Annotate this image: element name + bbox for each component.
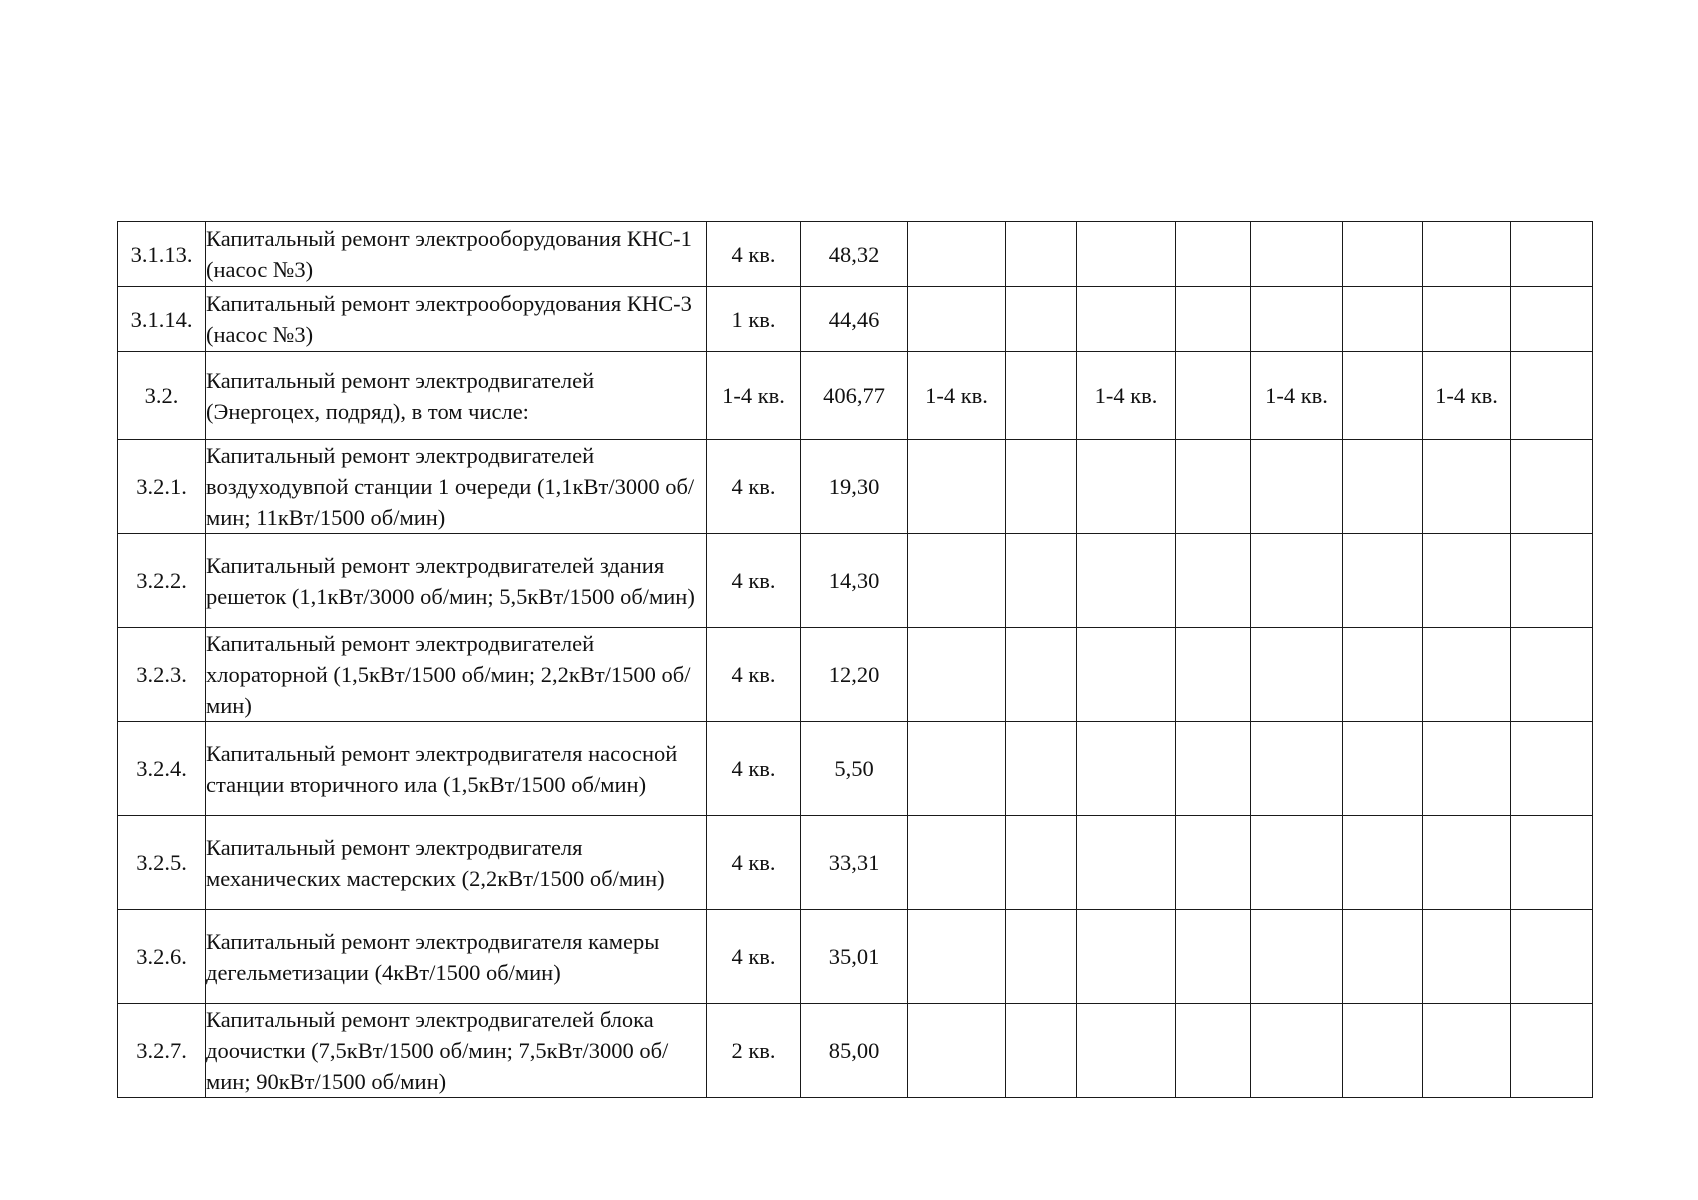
empty-cell [1511, 440, 1593, 534]
work-description: Капитальный ремонт электродвигателей здания решеток (1,1кВт/3000 об/мин; 5,5кВт/1500 об/мин) [206, 534, 707, 628]
quarter-4-cell [1423, 816, 1511, 910]
row-number: 3.2.1. [118, 440, 206, 534]
work-amount: 35,01 [801, 910, 908, 1004]
work-amount: 406,77 [801, 352, 908, 440]
empty-cell [1176, 628, 1251, 722]
quarter-3-cell [1251, 816, 1343, 910]
quarter-3-cell [1251, 722, 1343, 816]
work-description: Капитальный ремонт электрооборудования КНС-1 (насос №3) [206, 222, 707, 287]
quarter-1-cell [908, 222, 1006, 287]
quarter-4-cell [1423, 287, 1511, 352]
work-amount: 14,30 [801, 534, 908, 628]
quarter-3-cell [1251, 440, 1343, 534]
empty-cell [1343, 910, 1423, 1004]
quarter-3-cell: 1-4 кв. [1251, 352, 1343, 440]
quarter-2-cell [1077, 222, 1176, 287]
table-row [118, 816, 1593, 910]
table-body [118, 222, 1593, 1098]
table-row [118, 352, 1593, 440]
row-number: 3.1.14. [118, 287, 206, 352]
empty-cell [1006, 440, 1077, 534]
row-number: 3.2.5. [118, 816, 206, 910]
empty-cell [1343, 722, 1423, 816]
work-description: Капитальный ремонт электродвигателей воздуходувпой станции 1 очереди (1,1кВт/3000 об/мин; 11кВт/1500 об/мин) [206, 440, 707, 534]
quarter-4-cell [1423, 534, 1511, 628]
empty-cell [1176, 534, 1251, 628]
work-term: 4 кв. [707, 440, 801, 534]
empty-cell [1343, 352, 1423, 440]
empty-cell [1511, 352, 1593, 440]
empty-cell [1511, 222, 1593, 287]
empty-cell [1006, 352, 1077, 440]
quarter-4-cell [1423, 910, 1511, 1004]
work-amount: 33,31 [801, 816, 908, 910]
empty-cell [1511, 816, 1593, 910]
empty-cell [1343, 816, 1423, 910]
empty-cell [1006, 722, 1077, 816]
work-term: 1-4 кв. [707, 352, 801, 440]
work-amount: 12,20 [801, 628, 908, 722]
work-term: 4 кв. [707, 222, 801, 287]
quarter-2-cell [1077, 816, 1176, 910]
empty-cell [1006, 287, 1077, 352]
quarter-1-cell [908, 534, 1006, 628]
quarter-3-cell [1251, 534, 1343, 628]
empty-cell [1511, 910, 1593, 1004]
empty-cell [1511, 628, 1593, 722]
table-row [118, 910, 1593, 1004]
empty-cell [1511, 287, 1593, 352]
empty-cell [1176, 222, 1251, 287]
empty-cell [1343, 534, 1423, 628]
work-term: 2 кв. [707, 1004, 801, 1098]
table-row [118, 440, 1593, 534]
empty-cell [1176, 1004, 1251, 1098]
empty-cell [1176, 816, 1251, 910]
work-term: 4 кв. [707, 628, 801, 722]
quarter-2-cell [1077, 287, 1176, 352]
empty-cell [1343, 287, 1423, 352]
quarter-2-cell [1077, 1004, 1176, 1098]
quarter-3-cell [1251, 910, 1343, 1004]
row-number: 3.2.3. [118, 628, 206, 722]
work-plan-table [117, 221, 1593, 1098]
quarter-3-cell [1251, 628, 1343, 722]
empty-cell [1006, 628, 1077, 722]
empty-cell [1176, 352, 1251, 440]
empty-cell [1343, 440, 1423, 534]
work-amount: 44,46 [801, 287, 908, 352]
empty-cell [1176, 722, 1251, 816]
quarter-2-cell [1077, 910, 1176, 1004]
row-number: 3.2.6. [118, 910, 206, 1004]
work-description: Капитальный ремонт электродвигателей блока доочистки (7,5кВт/1500 об/мин; 7,5кВт/3000 об/мин; 90кВт/1500 об/мин) [206, 1004, 707, 1098]
quarter-4-cell [1423, 1004, 1511, 1098]
empty-cell [1006, 222, 1077, 287]
quarter-4-cell [1423, 722, 1511, 816]
empty-cell [1176, 910, 1251, 1004]
work-description: Капитальный ремонт электродвигателей (Энергоцех, подряд), в том числе: [206, 352, 707, 440]
work-description: Капитальный ремонт электрооборудования КНС-3 (насос №3) [206, 287, 707, 352]
quarter-4-cell: 1-4 кв. [1423, 352, 1511, 440]
table-row [118, 287, 1593, 352]
empty-cell [1343, 1004, 1423, 1098]
empty-cell [1176, 440, 1251, 534]
empty-cell [1006, 534, 1077, 628]
work-term: 4 кв. [707, 534, 801, 628]
row-number: 3.2.2. [118, 534, 206, 628]
work-amount: 85,00 [801, 1004, 908, 1098]
work-description: Капитальный ремонт электродвигателя камеры дегельметизации (4кВт/1500 об/мин) [206, 910, 707, 1004]
empty-cell [1006, 910, 1077, 1004]
work-term: 4 кв. [707, 910, 801, 1004]
empty-cell [1511, 1004, 1593, 1098]
row-number: 3.1.13. [118, 222, 206, 287]
empty-cell [1511, 534, 1593, 628]
work-term: 1 кв. [707, 287, 801, 352]
quarter-4-cell [1423, 440, 1511, 534]
quarter-1-cell: 1-4 кв. [908, 352, 1006, 440]
table-row [118, 628, 1593, 722]
quarter-2-cell: 1-4 кв. [1077, 352, 1176, 440]
quarter-1-cell [908, 910, 1006, 1004]
quarter-4-cell [1423, 628, 1511, 722]
quarter-1-cell [908, 816, 1006, 910]
row-number: 3.2. [118, 352, 206, 440]
quarter-4-cell [1423, 222, 1511, 287]
empty-cell [1006, 816, 1077, 910]
work-description: Капитальный ремонт электродвигателя механических мастерских (2,2кВт/1500 об/мин) [206, 816, 707, 910]
quarter-2-cell [1077, 440, 1176, 534]
quarter-2-cell [1077, 628, 1176, 722]
work-term: 4 кв. [707, 816, 801, 910]
empty-cell [1176, 287, 1251, 352]
work-description: Капитальный ремонт электродвигателей хлораторной (1,5кВт/1500 об/мин; 2,2кВт/1500 об/мин) [206, 628, 707, 722]
table-row [118, 222, 1593, 287]
table-row [118, 1004, 1593, 1098]
work-description: Капитальный ремонт электродвигателя насосной станции вторичного ила (1,5кВт/1500 об/мин) [206, 722, 707, 816]
work-amount: 48,32 [801, 222, 908, 287]
empty-cell [1006, 1004, 1077, 1098]
row-number: 3.2.4. [118, 722, 206, 816]
empty-cell [1511, 722, 1593, 816]
table-row [118, 534, 1593, 628]
quarter-3-cell [1251, 1004, 1343, 1098]
empty-cell [1343, 628, 1423, 722]
quarter-1-cell [908, 722, 1006, 816]
quarter-3-cell [1251, 287, 1343, 352]
work-amount: 19,30 [801, 440, 908, 534]
row-number: 3.2.7. [118, 1004, 206, 1098]
quarter-1-cell [908, 1004, 1006, 1098]
quarter-1-cell [908, 440, 1006, 534]
quarter-3-cell [1251, 222, 1343, 287]
quarter-1-cell [908, 628, 1006, 722]
table-row [118, 722, 1593, 816]
work-term: 4 кв. [707, 722, 801, 816]
quarter-2-cell [1077, 534, 1176, 628]
quarter-1-cell [908, 287, 1006, 352]
quarter-2-cell [1077, 722, 1176, 816]
empty-cell [1343, 222, 1423, 287]
work-amount: 5,50 [801, 722, 908, 816]
